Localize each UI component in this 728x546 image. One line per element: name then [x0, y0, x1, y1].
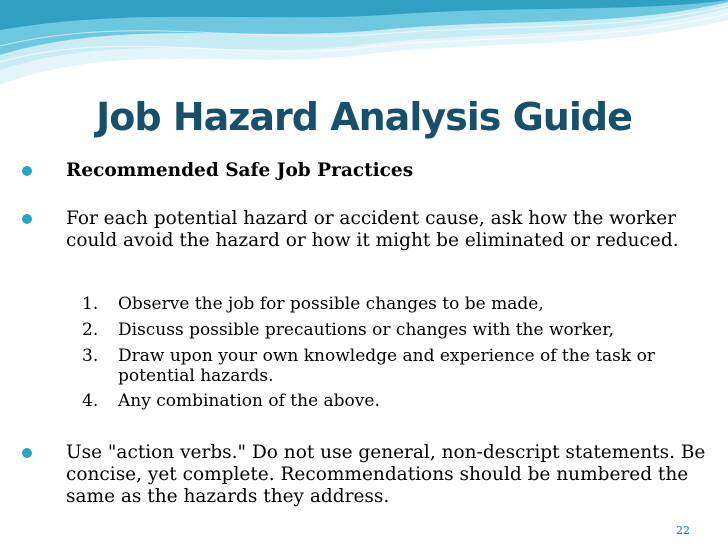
decorative-wave-banner: [0, 0, 728, 95]
slide-title: Job Hazard Analysis Guide: [96, 95, 632, 139]
item-number: 3.: [82, 346, 99, 366]
bullet-dot-icon: [22, 166, 32, 176]
bullet-dot-icon: [22, 448, 32, 458]
item-text: Observe the job for possible changes to be made,: [118, 294, 544, 314]
bullet-item: [18, 208, 708, 252]
bullet-text: Use "action verbs." Do not use general, non-descript statements. Be concise, yet complete. Recommendations should be numbered the same as the hazards they address.: [66, 442, 706, 507]
numbered-item: [82, 346, 692, 386]
item-text: Draw upon your own knowledge and experience of the task or potential hazards.: [118, 346, 655, 386]
numbered-item: [82, 391, 692, 411]
page-number: 22: [676, 524, 690, 537]
bullet-text: For each potential hazard or accident cause, ask how the worker could avoid the hazard or how it might be eliminated or reduced.: [66, 208, 679, 251]
bullet-dot-icon: [22, 214, 32, 224]
item-number: 2.: [82, 320, 99, 340]
item-text: Any combination of the above.: [118, 391, 380, 411]
bullet-text: Recommended Safe Job Practices: [66, 160, 414, 181]
item-number: 1.: [82, 294, 99, 314]
item-text: Discuss possible precautions or changes with the worker,: [118, 320, 614, 340]
numbered-item: [82, 320, 692, 340]
bullet-item: [18, 160, 708, 182]
numbered-item: [82, 294, 692, 314]
bullet-item: [18, 442, 708, 508]
item-number: 4.: [82, 391, 99, 411]
